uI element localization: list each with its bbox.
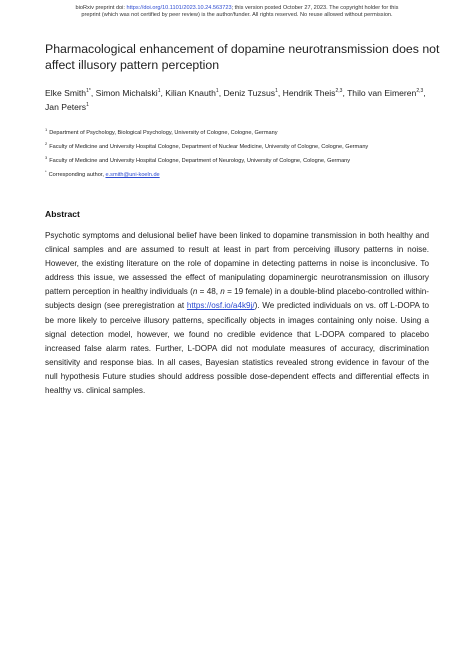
corresponding-label: Corresponding author, (48, 172, 106, 178)
author-name: Elke Smith (45, 88, 87, 98)
author-affiliation-mark: 1* (86, 88, 91, 94)
preprint-notice-prefix: bioRxiv preprint doi: (75, 5, 127, 11)
affiliation-3 (45, 157, 445, 165)
paper-title: Pharmacological enhancement of dopamine neurotransmission does not affect illusory pattern perception (45, 42, 440, 72)
corresponding-mark: * (45, 169, 47, 174)
doi-link[interactable]: https://doi.org/10.1101/2023.10.24.563723 (126, 5, 232, 11)
affiliation-2 (45, 143, 445, 151)
abstract-text: = 19 female) in a double-blind placebo-controlled within-subjects design (see preregistration at (45, 287, 429, 311)
preprint-notice-rights: preprint (which was not certified by peer review) is the author/funder. All rights reserved. No reuse allowed without permission. (81, 12, 393, 19)
author-name: Deniz Tuzsus (223, 88, 276, 98)
author-affiliation-mark: 1 (157, 88, 161, 94)
author-affiliation-mark: 2,3 (416, 88, 424, 94)
abstract-text: Psychotic symptoms and delusional belief have been linked to dopamine transmission in both healthy and clinical samples and are assumed to result at least in part from perceiving illusory patterns in noise. However, the existing literature on the role of dopamine in detecting patterns in noise is inconclusive. To address this issue, we assessed the effect of manipulating dopaminergic neurotransmission on illusory pattern perception in healthy individuals ( (45, 231, 429, 297)
author-affiliation-mark: 1 (215, 88, 219, 94)
author-affiliation-mark: 2,3 (335, 88, 343, 94)
abstract-heading: Abstract (45, 209, 80, 219)
abstract-n-symbol: n (220, 287, 225, 297)
affiliation-text: Faculty of Medicine and University Hospital Cologne, Department of Nuclear Medicine, University of Cologne, Cologne, Germany (49, 144, 369, 150)
affiliation-mark: 2 (45, 141, 48, 146)
preregistration-link[interactable]: https://osf.io/a4k9j/ (186, 301, 255, 311)
abstract-body (45, 229, 429, 398)
affiliation-mark: 1 (45, 127, 48, 132)
preprint-notice (30, 5, 444, 19)
corresponding-author (45, 171, 445, 179)
preprint-notice-suffix: ; this version posted October 27, 2023. The copyright holder for this (231, 5, 399, 11)
affiliation-text: Faculty of Medicine and University Hospital Cologne, Department of Neurology, University of Cologne, Cologne, Germany (49, 158, 351, 164)
affiliation-1 (45, 129, 445, 137)
author-name: Hendrik Theis (282, 88, 336, 98)
author-list: Elke Smith$^{1*}$, Simon Michalski$^1$, Kilian Knauth$^1$, Deniz Tuzsus$^1$, Hendrik Theis$^{2,3}$, Thilo van Eimeren$^{2,3}$, Jan Peters$^1$ (45, 88, 426, 112)
corresponding-email-link[interactable]: e.smith@uni-koeln.de (105, 172, 160, 178)
abstract-n-symbol: n (192, 287, 198, 297)
abstract-text: ). We predicted individuals on vs. off L-DOPA to be more likely to perceive illusory patterns, specifically objects in images containing only noise. Using a signal detection model, however, we found no credible evidence that L-DOPA compared to placebo increased false alarm rates. Further, L-DOPA did not modulate measures of accuracy, discrimination sensitivity and response bias. In all cases, Bayesian statistics revealed strong evidence in favour of the null hypothesis Future studies should address possible dose-dependent effects and differential effects in healthy vs. clinical samples. (45, 301, 429, 396)
author-name: Simon Michalski (95, 88, 158, 98)
author-affiliation-mark: 1 (275, 88, 278, 94)
affiliation-text: Department of Psychology, Biological Psychology, University of Cologne, Cologne, Germany (49, 130, 278, 136)
author-name: Jan Peters (45, 102, 87, 112)
author-name: Thilo van Eimeren (347, 88, 417, 98)
author-name: Kilian Knauth (165, 88, 216, 98)
abstract-text: = 48, (197, 287, 221, 297)
author-affiliation-mark: 1 (86, 102, 89, 108)
affiliation-mark: 3 (45, 155, 48, 160)
